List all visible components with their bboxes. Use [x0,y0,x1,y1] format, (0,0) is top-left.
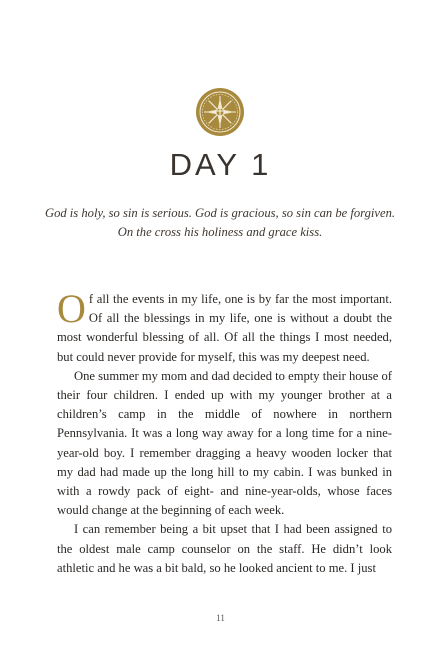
drop-cap: O [57,286,86,331]
chapter-title: DAY 1 [169,147,272,182]
compass-rose-medallion-icon [195,87,245,137]
paragraph-1-text: f all the events in my life, one is by far the most important. Of all the blessings in my life, one is without a doubt the most wonderful blessing of all. Of all the things I most needed, but could never provide for myself, this was my deepest need. [57,292,392,364]
paragraph-3: I can remember being a bit upset that I had been assigned to the oldest male camp counselor on the staff. He didn’t look athletic and he was a bit bald, so he looked ancient to me. I just [57,522,392,575]
paragraph-2: One summer my mom and dad decided to empty their house of their four children. I ended up with my younger brother at a children’s camp in the middle of nowhere in northern Pennsylvania. It was a long way away for a long time for a nine-year-old boy. I remember dragging a heavy wooden locker that my dad had made up the long hill to my cabin. I was bunked in with a rowdy pack of eight- and nine-year-olds, whose faces would change at the beginning of each week. [57,368,392,518]
body-text [57,286,392,578]
page-number: 11 [216,613,225,623]
epigraph: God is holy, so sin is serious. God is gracious, so sin can be forgiven. On the cross his holiness and grace kiss. [44,206,396,239]
paragraph-1 [57,286,392,367]
